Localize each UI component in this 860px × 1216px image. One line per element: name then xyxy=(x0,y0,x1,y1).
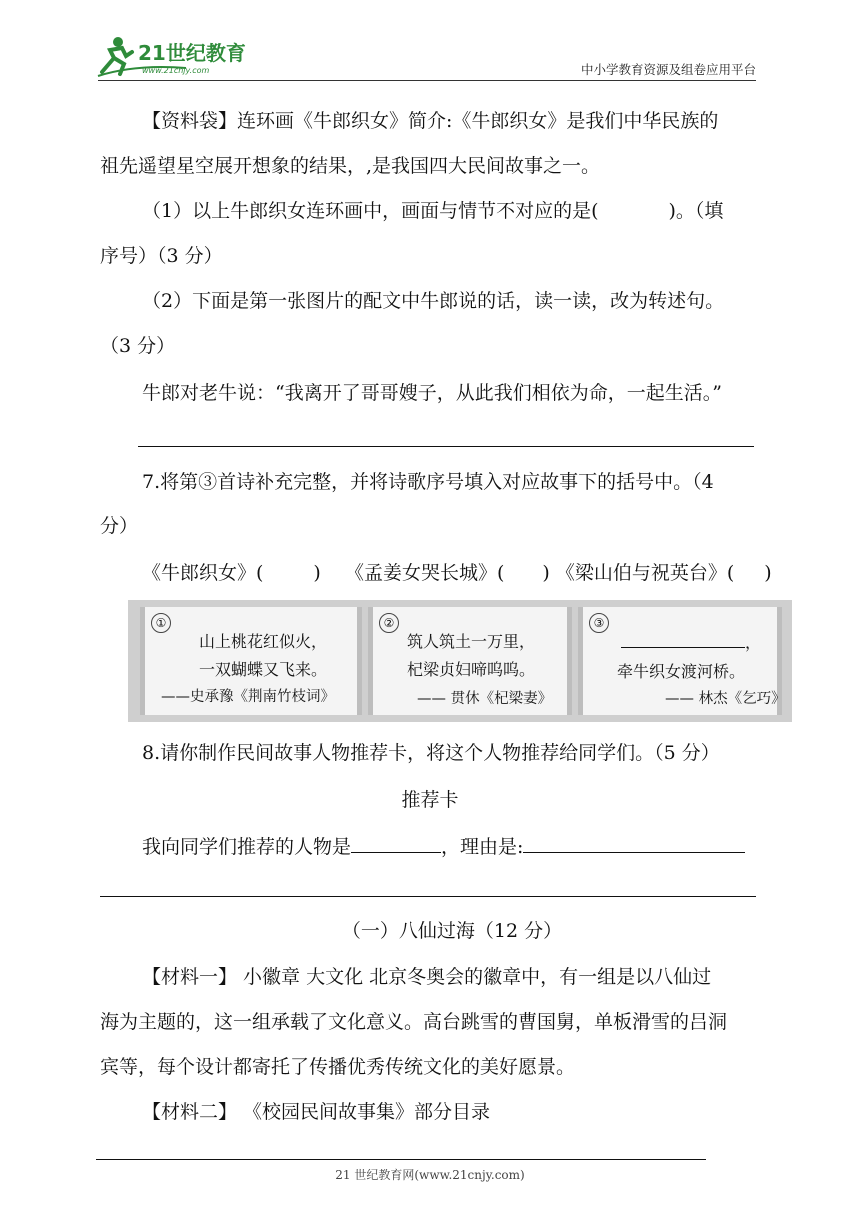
question-1-line-1 xyxy=(142,200,723,222)
question-1-line-2: 序号）（3 分） xyxy=(100,245,223,267)
reason-label: ，理由是: xyxy=(441,836,524,858)
logo-text: 21世纪教育 xyxy=(138,41,246,65)
niulang-quote: 牛郎对老牛说：“我离开了哥哥嫂子，从此我们相依为命，一起生活。” xyxy=(142,382,722,404)
question-7-line-1: 7.将第③首诗补充完整，并将诗歌序号填入对应故事下的括号中。（4 xyxy=(142,471,714,493)
story-mengjiangnu: 《孟姜女哭长城》( xyxy=(344,562,505,584)
poem-panel-2 xyxy=(368,607,572,715)
material-1-line-1: 【材料一】 小徽章 大文化 北京冬奥会的徽章中，有一组是以八仙过 xyxy=(142,966,712,988)
recommend-line xyxy=(142,834,745,858)
poem-line: 一双蝴蝶又飞来。 xyxy=(199,660,328,679)
answer-line[interactable] xyxy=(100,896,756,897)
poem-number: ② xyxy=(379,613,399,633)
footer-text: 21 世纪教育网(www.21cnjy.com) xyxy=(335,1168,525,1182)
poem-number: ③ xyxy=(589,613,609,633)
poem-number: ① xyxy=(151,613,171,633)
story-niulang: 《牛郎织女》( xyxy=(142,562,264,584)
question-8: 8.请你制作民间故事人物推荐卡，将这个人物推荐给同学们。（5 分） xyxy=(142,742,720,764)
poem-line: 牵牛织女渡河桥。 xyxy=(617,662,746,681)
answer-line[interactable] xyxy=(138,446,754,447)
question-1-text: （1）以上牛郎织女连环画中，画面与情节不对应的是( xyxy=(142,200,599,222)
logo-url: www.21cnjy.com xyxy=(142,66,210,75)
poem-scrolls xyxy=(128,600,792,722)
header-divider xyxy=(98,80,756,81)
question-2-line-1: （2）下面是第一张图片的配文中牛郎说的话，读一读，改为转述句。 xyxy=(142,290,725,312)
question-1-text-end: )。（填 xyxy=(668,200,724,222)
poem-panel-3 xyxy=(578,607,786,715)
story-liangzhu: 《梁山伯与祝英台》( xyxy=(555,562,735,584)
poem-line: 山上桃花红似火， xyxy=(199,632,328,651)
material-2: 【材料二】 《校园民间故事集》部分目录 xyxy=(142,1101,491,1123)
card-title: 推荐卡 xyxy=(401,789,459,811)
intro-line-2: 祖先遥望星空展开想象的结果，,是我国四大民间故事之一。 xyxy=(100,155,601,177)
poem-line: 筑人筑土一万里， xyxy=(407,632,536,651)
header-platform-text: 中小学教育资源及组卷应用平台 xyxy=(580,62,756,77)
footer-divider xyxy=(96,1159,706,1160)
intro-line-1: 【资料袋】连环画《牛郎织女》简介:《牛郎织女》是我们中华民族的 xyxy=(142,110,719,132)
poem-source: —— 林杰《乞巧》 xyxy=(665,691,786,707)
material-1-line-3: 宾等，每个设计都寄托了传播优秀传统文化的美好愿景。 xyxy=(100,1056,576,1078)
person-blank[interactable] xyxy=(351,834,441,853)
poem-source: ——史承豫《荆南竹枝词》 xyxy=(161,689,335,705)
question-2-line-2: （3 分） xyxy=(100,335,176,357)
story-options: 《牛郎织女》( ) 《孟姜女哭长城》( ) 《梁山伯与祝英台》( ) xyxy=(142,562,772,584)
section-title: （一）八仙过海（12 分） xyxy=(341,920,563,942)
material-1-line-2: 海为主题的，这一组承载了文化意义。高台跳雪的曹国舅，单板滑雪的吕洞 xyxy=(100,1011,728,1033)
poem-line: 杞梁贞妇啼呜呜。 xyxy=(407,660,536,679)
poem-panel-1 xyxy=(140,607,362,715)
poem-source: —— 贯休《杞梁妻》 xyxy=(417,691,553,707)
poem-fill-blank[interactable]: ， xyxy=(621,629,761,653)
runner-logo-icon xyxy=(96,34,256,78)
site-logo xyxy=(96,34,256,78)
question-7-line-2: 分） xyxy=(100,515,139,537)
answer-blank[interactable] xyxy=(621,629,745,648)
recommend-label: 我向同学们推荐的人物是 xyxy=(142,836,352,858)
reason-blank[interactable] xyxy=(523,834,745,853)
